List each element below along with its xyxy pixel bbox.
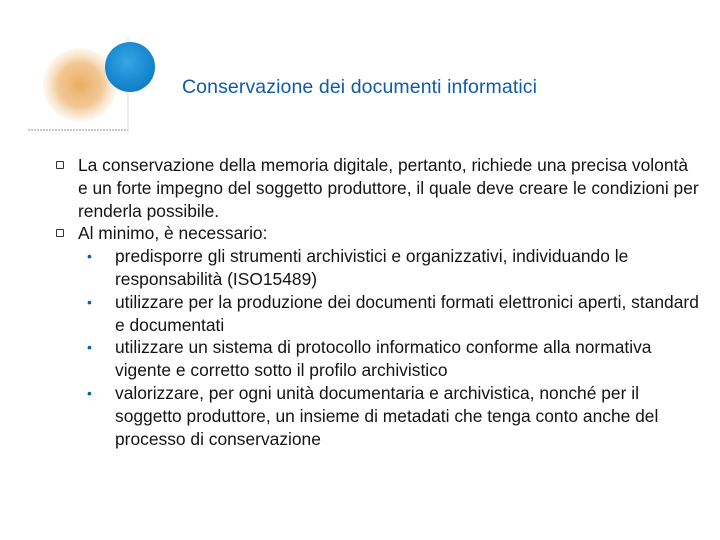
sub-bullet-text: utilizzare un sistema di protocollo informatico conforme alla normativa vigente e corretto sotto il profilo archivistico: [115, 337, 652, 381]
sub-bullet-item-3: [52, 336, 702, 382]
square-bullet-icon: [56, 161, 64, 169]
logo-blue-circle-icon: [105, 42, 155, 92]
slide-content: [52, 154, 702, 450]
sub-bullet-item-2: [52, 291, 702, 337]
sub-bullet-item-1: [52, 245, 702, 291]
logo-orange-circle-icon: [43, 48, 117, 122]
dot-bullet-icon: •: [87, 293, 92, 310]
logo: [20, 25, 170, 145]
dot-bullet-icon: •: [87, 248, 92, 265]
sub-bullet-text: utilizzare per la produzione dei documenti formati elettronici aperti, standard e documentati: [115, 291, 699, 335]
sub-bullet-text: valorizzare, per ogni unità documentaria e archivistica, nonché per il soggetto produttore, un insieme di metadati che tenga conto anche del processo di conservazione: [115, 382, 659, 449]
sub-bullet-item-4: [52, 382, 702, 450]
bullet-text: La conservazione della memoria digitale, pertanto, richiede una precisa volontà e un forte impegno del soggetto produttore, il quale deve creare le condizioni per renderla possibile.: [78, 155, 699, 221]
slide-title: Conservazione dei documenti informatici: [182, 76, 538, 98]
bullet-text: Al minimo, è necessario:: [78, 223, 268, 244]
sub-bullet-text: predisporre gli strumenti archivistici e organizzativi, individuando le responsabilità (ISO15489): [115, 246, 629, 289]
square-bullet-icon: [56, 229, 64, 237]
bullet-item-2: [52, 222, 702, 245]
dot-bullet-icon: •: [87, 339, 92, 356]
dot-bullet-icon: •: [87, 384, 92, 401]
bullet-item-1: [52, 154, 702, 222]
